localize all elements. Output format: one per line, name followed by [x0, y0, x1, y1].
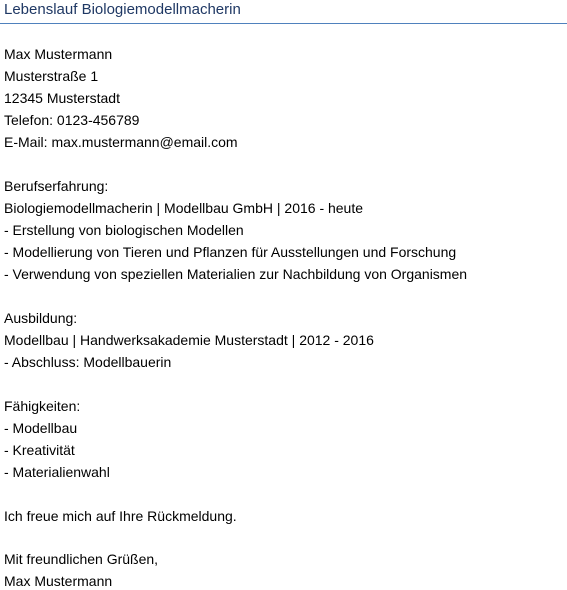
document-title: Lebenslauf Biologiemodellmacherin: [4, 1, 241, 18]
closing-greeting: Mit freundlichen Grüßen,: [4, 551, 159, 567]
education-heading: Ausbildung:: [4, 310, 78, 326]
experience-position: Biologiemodellmacherin | Modellbau GmbH | 2016 - heute: [4, 200, 364, 216]
skill-item: - Kreativität: [4, 442, 75, 458]
contact-city: 12345 Musterstadt: [4, 90, 120, 106]
title-underline: [0, 23, 567, 24]
skills-heading: Fähigkeiten:: [4, 398, 81, 414]
education-degree: - Abschluss: Modellbauerin: [4, 354, 172, 370]
closing-message: Ich freue mich auf Ihre Rückmeldung.: [4, 508, 237, 524]
contact-street: Musterstraße 1: [4, 68, 99, 84]
experience-item: - Erstellung von biologischen Modellen: [4, 222, 244, 238]
contact-email: E-Mail: max.mustermann@email.com: [4, 134, 238, 150]
skill-item: - Materialienwahl: [4, 464, 110, 480]
closing-signature: Max Mustermann: [4, 573, 113, 589]
experience-item: - Modellierung von Tieren und Pflanzen für Ausstellungen und Forschung: [4, 244, 457, 260]
skill-item: - Modellbau: [4, 420, 78, 436]
experience-item: - Verwendung von speziellen Materialien zur Nachbildung von Organismen: [4, 266, 468, 282]
contact-phone: Telefon: 0123-456789: [4, 112, 140, 128]
education-entry: Modellbau | Handwerksakademie Musterstadt | 2012 - 2016: [4, 332, 374, 348]
contact-name: Max Mustermann: [4, 46, 113, 62]
experience-heading: Berufserfahrung:: [4, 178, 109, 194]
